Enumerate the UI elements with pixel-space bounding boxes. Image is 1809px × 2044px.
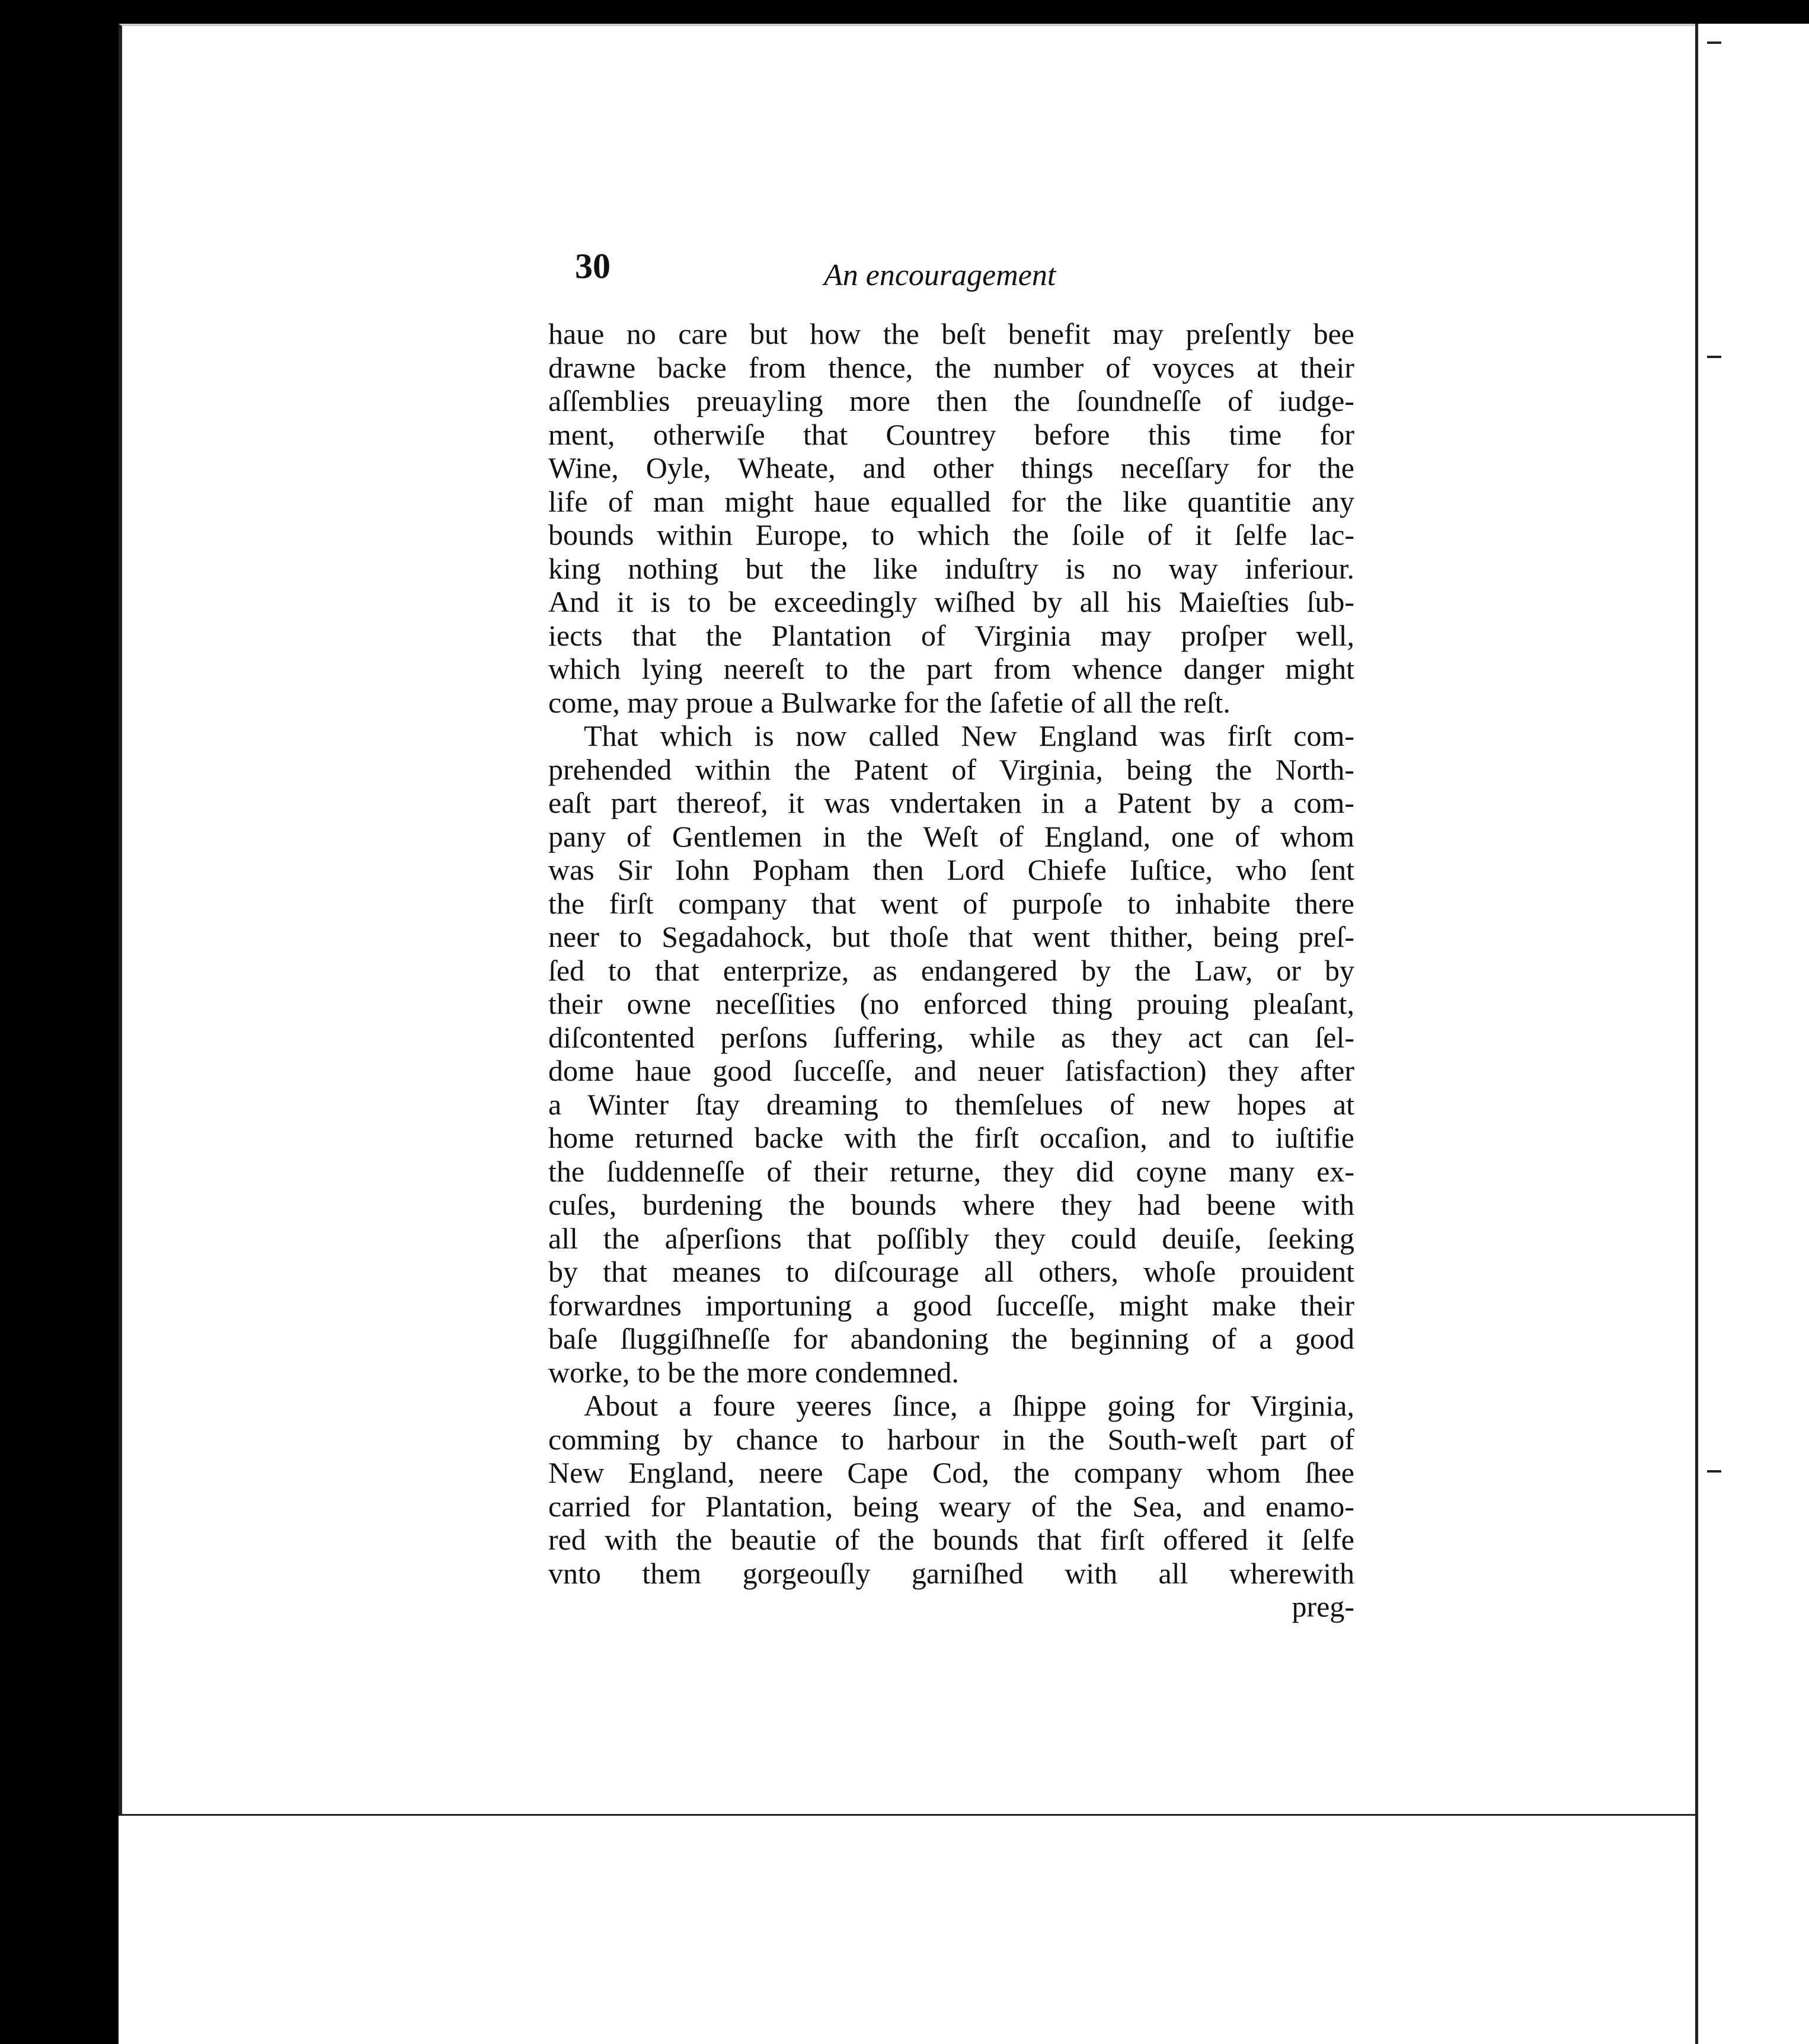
text-line: ſed to that enterprize, as endangered by the Law, or by: [548, 953, 1354, 987]
text-line: About a foure yeeres ſince, a ſhippe going for Virginia,: [584, 1389, 1354, 1422]
text-line: That which is now called New England was firſt com-: [584, 719, 1354, 752]
text-line: come, may proue a Bulwarke for the ſafetie of all the reſt.: [548, 685, 1230, 719]
text-line: ment, otherwiſe that Countrey before this time for: [548, 417, 1354, 451]
text-line: neer to Segadahock, but thoſe that went thither, being preſ-: [548, 920, 1354, 953]
text-line: red with the beautie of the bounds that firſt offered it ſelfe: [548, 1523, 1354, 1556]
text-line: cuſes, burdening the bounds where they had beene with: [548, 1188, 1354, 1221]
text-line: iects that the Plantation of Virginia may proſper well,: [548, 618, 1354, 652]
text-line: dome haue good ſucceſſe, and neuer ſatisfaction) they after: [548, 1054, 1354, 1087]
edge-tick: [1707, 41, 1721, 44]
text-line: the ſuddenneſſe of their returne, they did coyne many ex-: [548, 1154, 1354, 1188]
text-line: a Winter ſtay dreaming to themſelues of new hopes at: [548, 1087, 1354, 1121]
text-line: eaſt part thereof, it was vndertaken in a Patent by a com-: [548, 786, 1354, 819]
text-line: their owne neceſſities (no enforced thing prouing pleaſant,: [548, 987, 1354, 1020]
text-line: by that meanes to diſcourage all others, whoſe prouident: [548, 1255, 1354, 1288]
text-line: forwardnes importuning a good ſucceſſe, might make their: [548, 1288, 1354, 1322]
catchword: preg-: [1292, 1590, 1354, 1623]
page-edge-line: [119, 1814, 1695, 1816]
running-head: An encouragement: [824, 258, 1056, 292]
text-line: bounds within Europe, to which the ſoile of it ſelfe lac-: [548, 518, 1354, 551]
text-line: was Sir Iohn Popham then Lord Chiefe Iuſtice, who ſent: [548, 853, 1354, 886]
text-line: pany of Gentlemen in the Weſt of England, one of whom: [548, 819, 1354, 853]
text-line: carried for Plantation, being weary of the Sea, and enamo-: [548, 1489, 1354, 1523]
text-line: comming by chance to harbour in the South-weſt part of: [548, 1422, 1354, 1456]
text-line: baſe ſluggiſhneſſe for abandoning the beginning of a good: [548, 1322, 1354, 1355]
page-header: [575, 246, 1108, 299]
text-line: prehended within the Patent of Virginia, being the North-: [548, 752, 1354, 786]
adjacent-page-edge: [1695, 24, 1809, 2044]
text-line: home returned backe with the firſt occaſion, and to iuſtifie: [548, 1121, 1354, 1154]
edge-tick: [1707, 356, 1721, 358]
text-line: aſſemblies preuayling more then the ſoundneſſe of iudge-: [548, 384, 1354, 417]
text-line: drawne backe from thence, the number of voyces at their: [548, 350, 1354, 384]
text-line: And it is to be exceedingly wiſhed by all his Maieſties ſub-: [548, 585, 1354, 618]
text-line: king nothing but the like induſtry is no way inferiour.: [548, 551, 1354, 585]
body-text: [548, 317, 1354, 1624]
text-line: all the aſperſions that poſſibly they could deuiſe, ſeeking: [548, 1221, 1354, 1255]
text-line: diſcontented perſons ſuffering, while as they act can ſel-: [548, 1020, 1354, 1054]
text-line: Wine, Oyle, Wheate, and other things neceſſary for the: [548, 451, 1354, 484]
page-margin-bottom: [119, 1814, 1695, 2044]
text-line: worke, to be the more condemned.: [548, 1355, 959, 1389]
text-line: New England, neere Cape Cod, the company whom ſhee: [548, 1456, 1354, 1489]
text-line: which lying neereſt to the part from whence danger might: [548, 652, 1354, 685]
text-line: the firſt company that went of purpoſe to inhabite there: [548, 886, 1354, 920]
text-line: life of man might haue equalled for the like quantitie any: [548, 484, 1354, 518]
edge-tick: [1707, 1470, 1721, 1473]
text-line: vnto them gorgeouſly garniſhed with all wherewith: [548, 1556, 1354, 1590]
text-line: haue no care but how the beſt benefit may preſently bee: [548, 317, 1354, 350]
page-number: 30: [575, 247, 611, 286]
